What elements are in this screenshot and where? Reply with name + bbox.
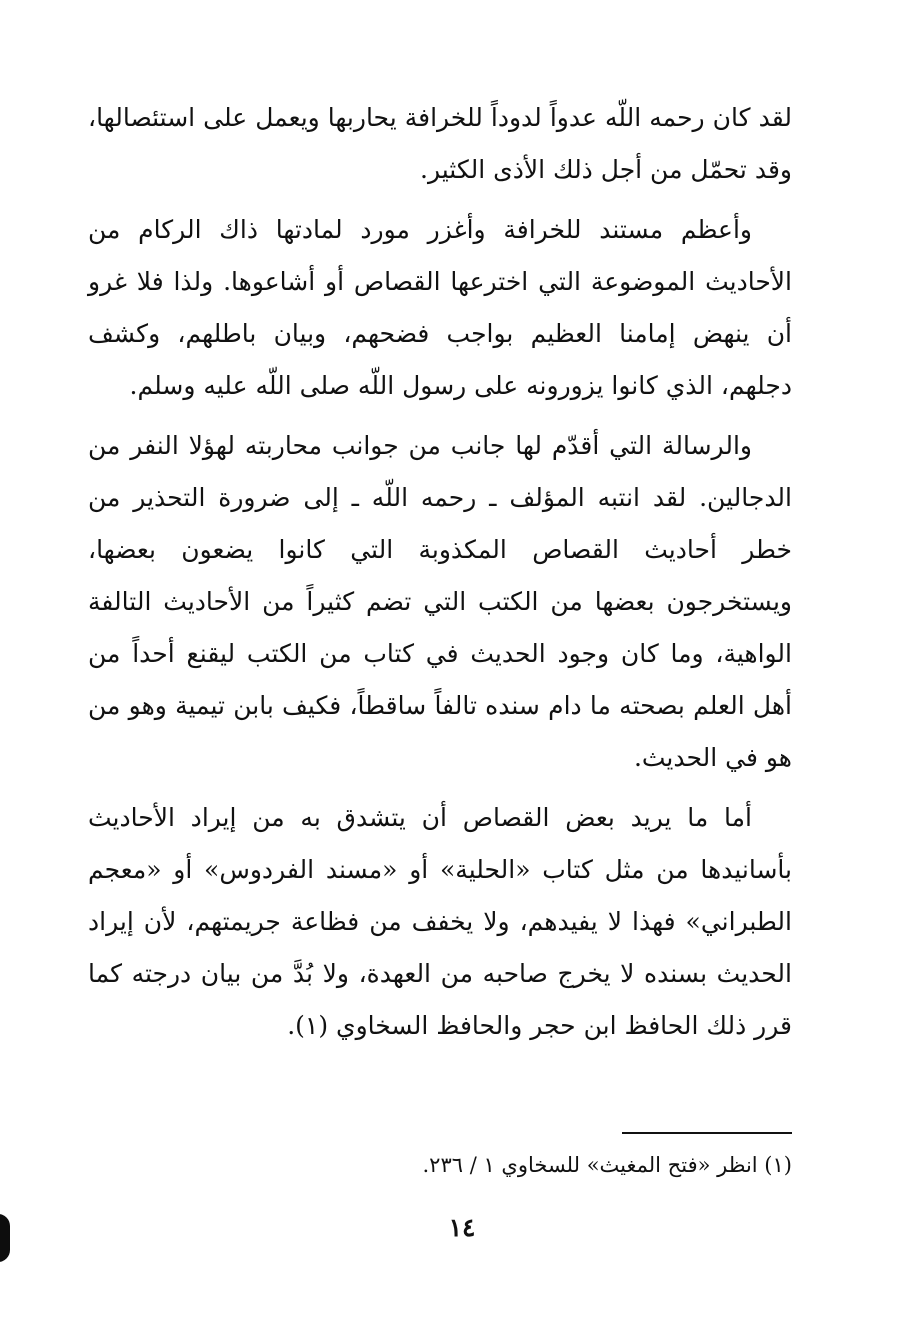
paragraph-2: وأعظم مستند للخرافة وأغزر مورد لمادتها ذاك الركام من الأحاديث الموضوعة التي اخترعها القصاص أو أشاعوها. ولذا فلا غرو أن ينهض إمامنا العظيم بواجب فضحهم، وبيان باطلهم، وكشف دجلهم، الذي كانوا يزورونه على رسول اللّه صلى اللّه عليه وسلم. [88, 215, 792, 400]
paragraph-1: لقد كان رحمه اللّه عدواً لدوداً للخرافة يحاربها ويعمل على استئصالها، وقد تحمّل من أجل ذلك الأذى الكثير. [88, 103, 792, 184]
paragraph-3: والرسالة التي أقدّم لها جانب من جوانب محاربته لهؤلا النفر من الدجالين. لقد انتبه المؤلف ـ رحمه اللّه ـ إلى ضرورة التحذير من خطر أحاديث القصاص المكذوبة التي كانوا يضعون بعضها، ويستخرجون بعضها من الكتب التي تضم كثيراً من الأحاديث التالفة الواهية، وما كان وجود الحديث في كتاب من الكتب ليقنع أحداً من أهل العلم بصحته ما دام سنده تالفاً ساقطاً، فكيف بابن تيمية وهو من هو في الحديث. [88, 431, 792, 772]
main-text [88, 92, 792, 1052]
paragraph-gap [88, 784, 792, 792]
binding-edge-mark [0, 1214, 10, 1262]
footnote-divider [622, 1132, 792, 1134]
paragraph-gap [88, 412, 792, 420]
paragraph-4: أما ما يريد بعض القصاص أن يتشدق به من إيراد الأحاديث بأسانيدها من مثل كتاب «الحلية» أو «مسند الفردوس» أو «معجم الطبراني» فهذا لا يفيدهم، ولا يخفف من فظاعة جريمتهم، لأن إيراد الحديث بسنده لا يخرج صاحبه من العهدة، ولا بُدَّ من بيان درجته كما قرر ذلك الحافظ ابن حجر والحافظ السخاوي (١). [88, 803, 792, 1040]
paragraph-gap [88, 196, 792, 204]
footnote: (١) انظر «فتح المغيث» للسخاوي ١ / ٢٣٦. [422, 1153, 792, 1177]
page-number: ١٤ [448, 1213, 476, 1242]
